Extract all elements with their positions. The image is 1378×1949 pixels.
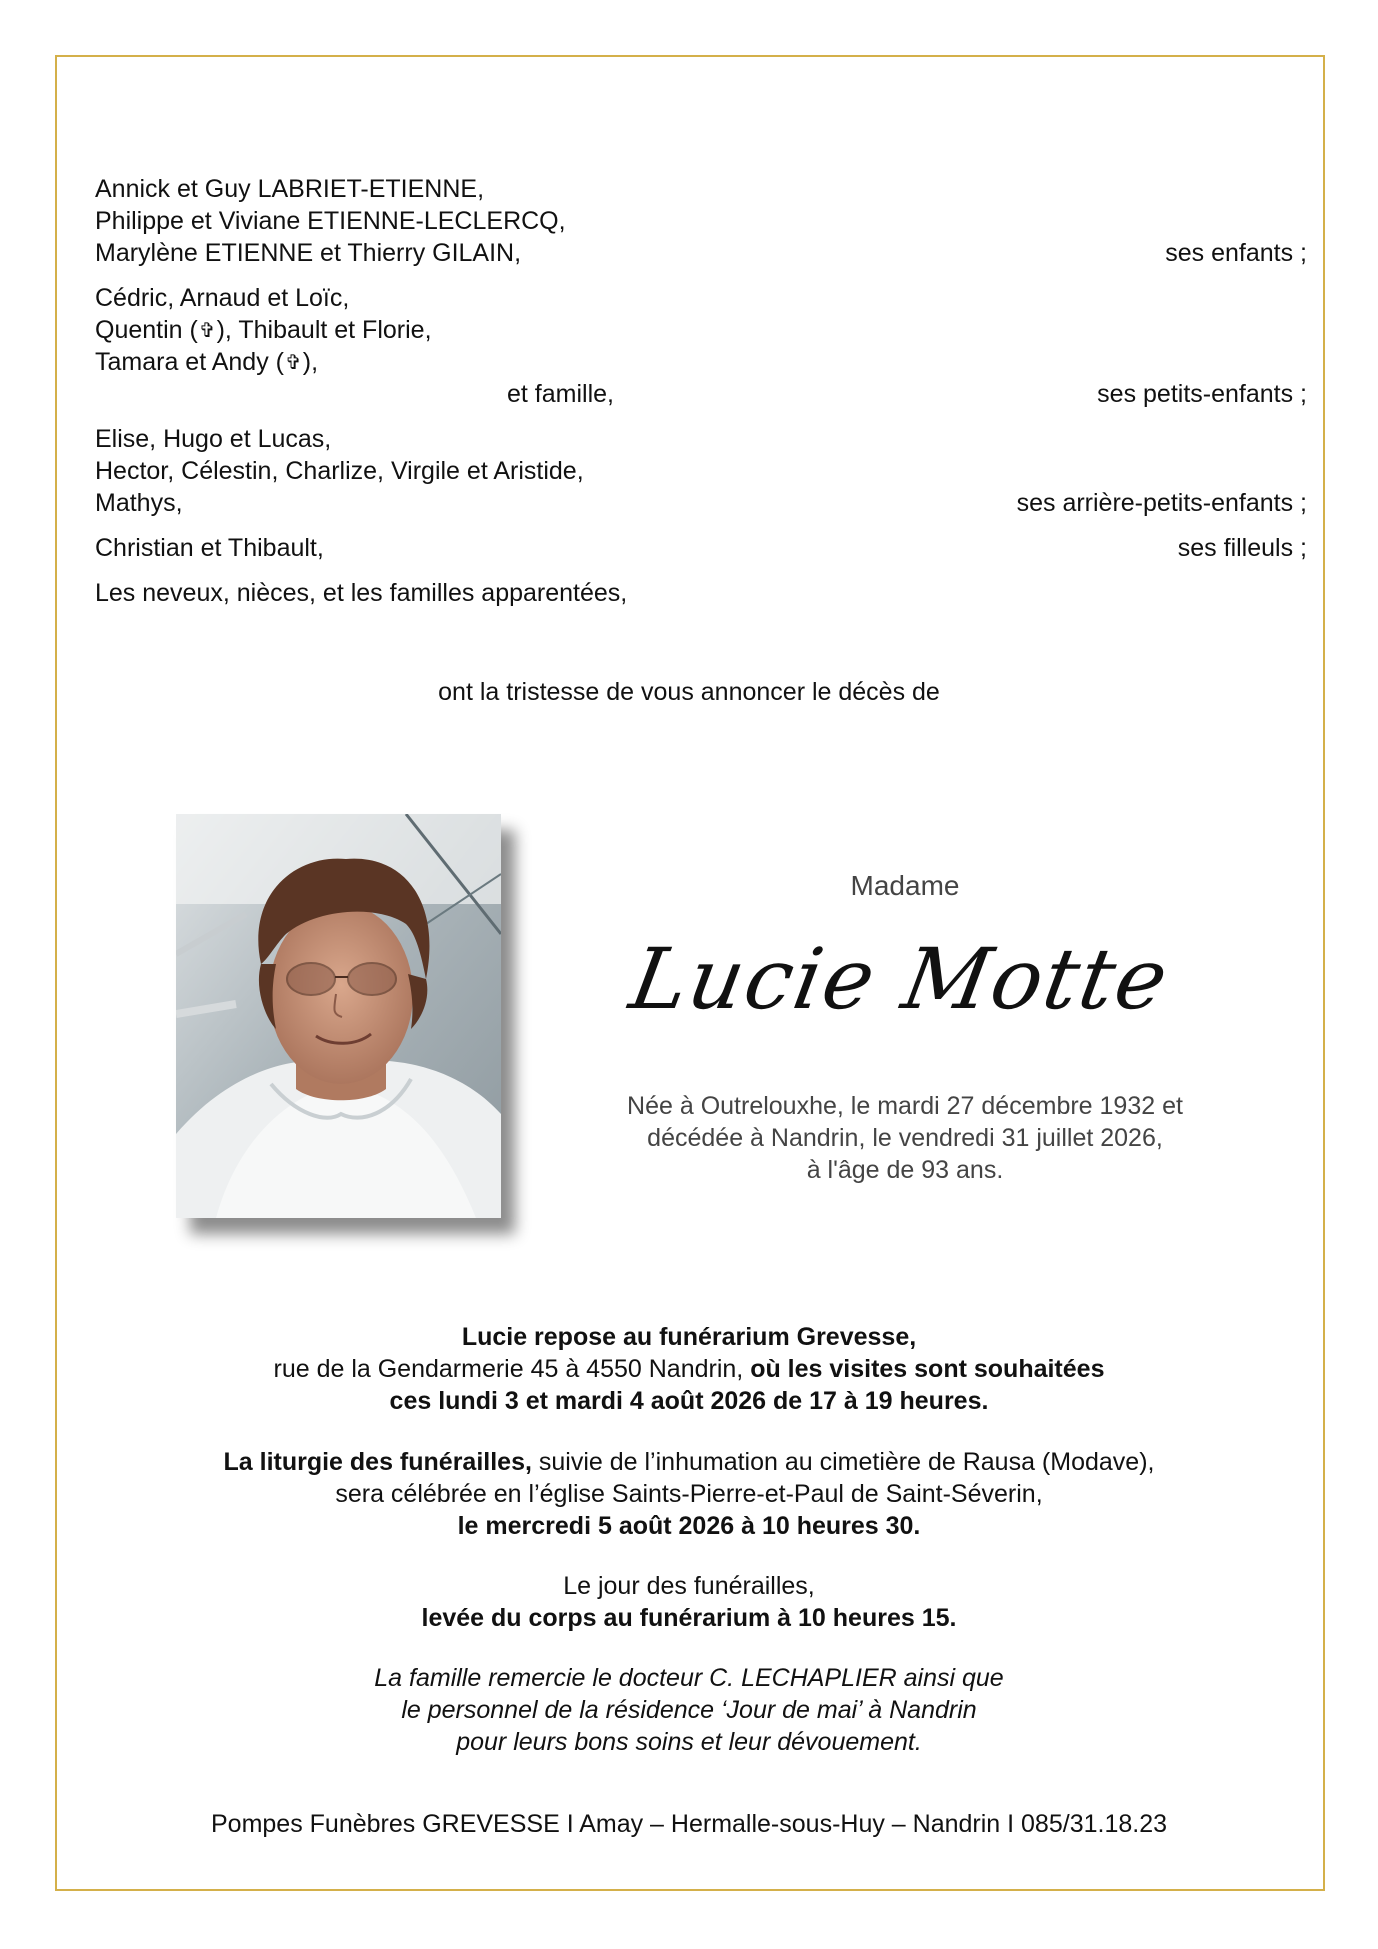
visitation-line-3: ces lundi 3 et mardi 4 août 2026 de 17 à 19 heures. xyxy=(389,1387,989,1415)
liturgy-line-2: sera célébrée en l’église Saints-Pierre-et-Paul de Saint-Séverin, xyxy=(335,1480,1043,1508)
grandchildren-line-2a: Quentin ( xyxy=(95,316,198,344)
birth-line-2: décédée à Nandrin, le vendredi 31 juillet 2026, xyxy=(647,1124,1163,1152)
cross-icon: ✞ xyxy=(198,320,216,342)
birth-line-3: à l'âge de 93 ans. xyxy=(806,1156,1004,1184)
grandchildren-line-1: Cédric, Arnaud et Loïc, xyxy=(95,284,350,312)
children-role: ses enfants ; xyxy=(1165,239,1307,267)
relatives-line: Les neveux, nièces, et les familles apparentées, xyxy=(95,579,628,607)
funeral-home-footer: Pompes Funèbres GREVESSE I Amay – Hermalle-sous-Huy – Nandrin I 085/31.18.23 xyxy=(210,1810,1168,1838)
portrait-photo xyxy=(176,814,501,1218)
child-line-2: Philippe et Viviane ETIENNE-LECLERCQ, xyxy=(95,207,566,235)
liturgy-line-1b: suivie de l’inhumation au cimetière de Rausa (Modave), xyxy=(531,1448,1155,1476)
departure-block xyxy=(0,1570,1378,1634)
visitation-line-2b: où les visites sont souhaitées xyxy=(750,1355,1105,1383)
grandchildren-line-3b: ), xyxy=(302,348,319,376)
thanks-block xyxy=(0,1662,1378,1758)
liturgy-line-1a: La liturgie des funérailles, xyxy=(223,1448,532,1476)
family-list xyxy=(95,173,1307,609)
thanks-line-1: La famille remercie le docteur C. LECHAPLIER ainsi que xyxy=(374,1664,1004,1692)
birth-death-info xyxy=(560,1090,1250,1186)
great-grandchildren-role: ses arrière-petits-enfants ; xyxy=(1016,489,1307,517)
announcement-line: ont la tristesse de vous annoncer le décès de xyxy=(438,678,940,706)
thanks-line-3: pour leurs bons soins et leur dévouement. xyxy=(456,1728,922,1756)
liturgy-block xyxy=(0,1446,1378,1542)
godchildren-line: Christian et Thibault, xyxy=(95,534,324,562)
deceased-name: Lucie Motte xyxy=(623,930,1177,1028)
visitation-line-1: Lucie repose au funérarium Grevesse, xyxy=(461,1323,917,1351)
portrait-illustration xyxy=(176,814,501,1218)
departure-line-2: levée du corps au funérarium à 10 heures 15. xyxy=(421,1604,957,1632)
departure-line-1: Le jour des funérailles, xyxy=(563,1572,815,1600)
deceased-title: Madame xyxy=(850,870,960,901)
grandchildren-role: ses petits-enfants ; xyxy=(1097,380,1307,408)
thanks-line-2: le personnel de la résidence ‘Jour de mai’ à Nandrin xyxy=(401,1696,977,1724)
grandchildren-line-3a: Tamara et Andy ( xyxy=(95,348,284,376)
child-line-1: Annick et Guy LABRIET-ETIENNE, xyxy=(95,175,485,203)
liturgy-line-3: le mercredi 5 août 2026 à 10 heures 30. xyxy=(457,1512,921,1540)
great-grandchildren-line-2: Hector, Célestin, Charlize, Virgile et Aristide, xyxy=(95,457,584,485)
great-grandchildren-line-3: Mathys, xyxy=(95,489,183,517)
child-line-3: Marylène ETIENNE et Thierry GILAIN, xyxy=(95,239,522,267)
grandchildren-line-2b: ), Thibault et Florie, xyxy=(216,316,432,344)
visitation-block xyxy=(0,1321,1378,1417)
godchildren-role: ses filleuls ; xyxy=(1177,534,1307,562)
grandchildren-line-4: et famille, xyxy=(507,380,614,408)
great-grandchildren-line-1: Elise, Hugo et Lucas, xyxy=(95,425,332,453)
birth-line-1: Née à Outrelouxhe, le mardi 27 décembre 1932 et xyxy=(627,1092,1183,1120)
visitation-line-2a: rue de la Gendarmerie 45 à 4550 Nandrin, xyxy=(273,1355,751,1383)
cross-icon: ✞ xyxy=(284,352,302,374)
